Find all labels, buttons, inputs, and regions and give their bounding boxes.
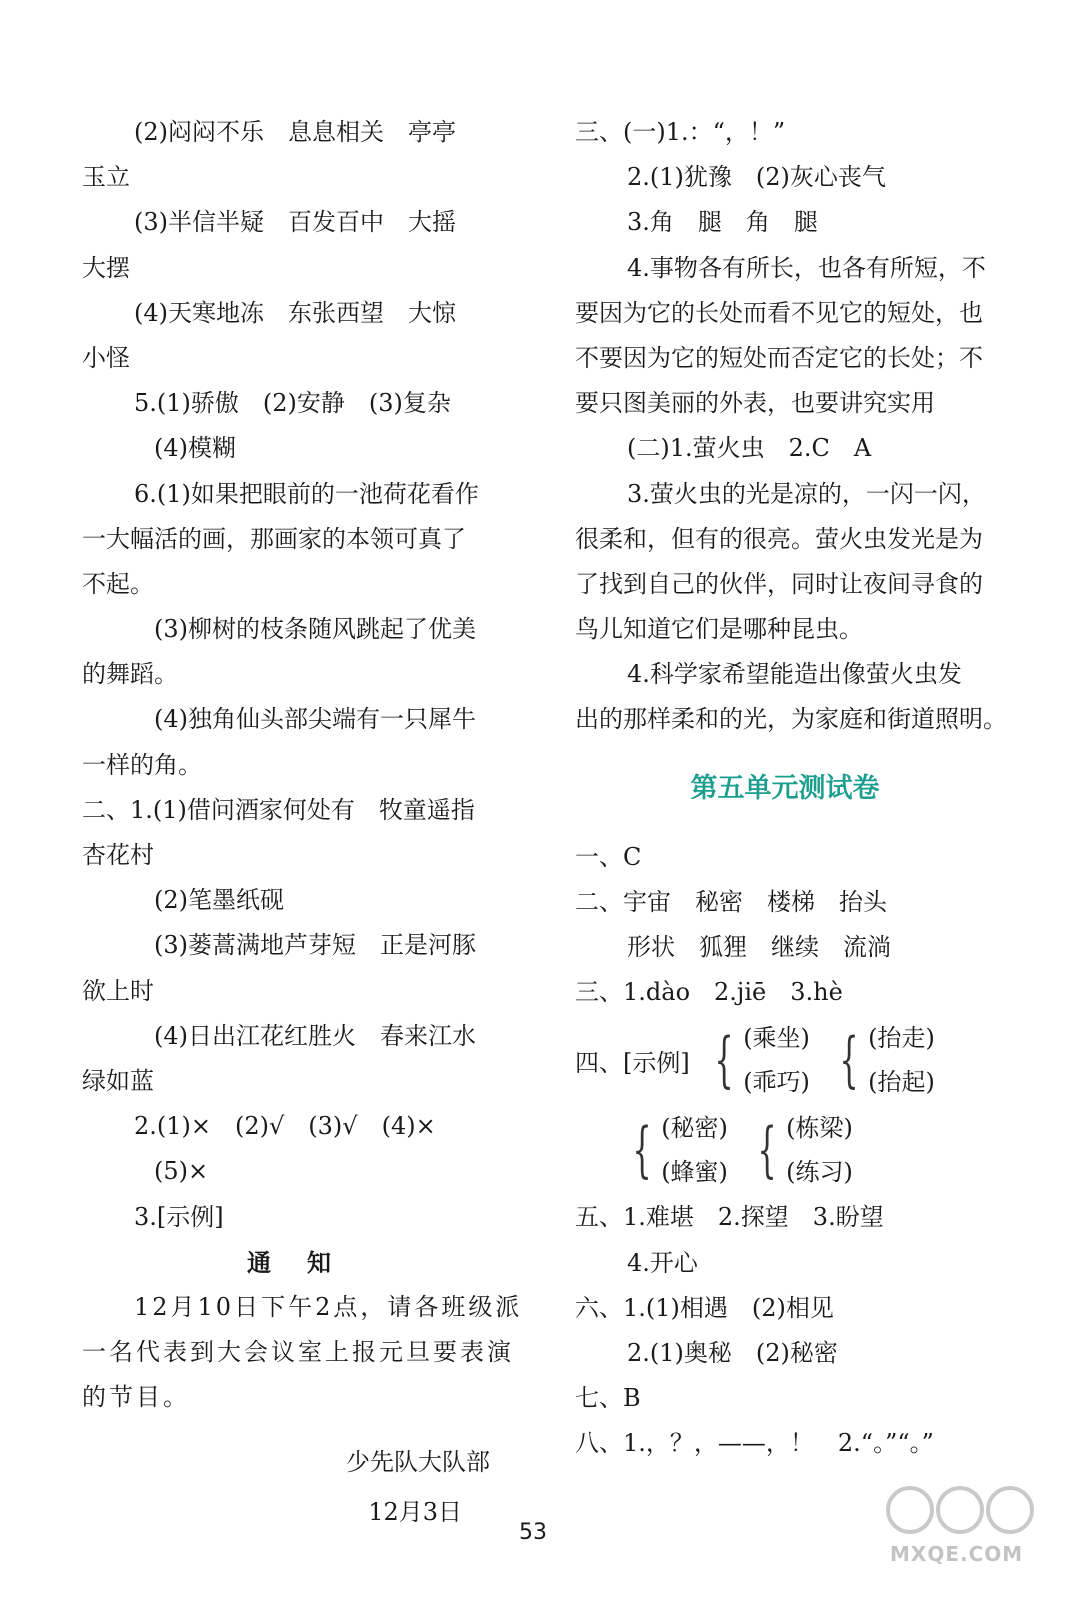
answer-line: 很柔和，但有的很亮。萤火虫发光是为 xyxy=(575,524,983,553)
brace-item: (抬走) xyxy=(868,1024,935,1053)
answer-line: 6.(1)如果把眼前的一池荷花看作 xyxy=(134,479,479,508)
answer-line: 了找到自己的伙伴，同时让夜间寻食的 xyxy=(575,569,983,598)
answer-line: 要只图美丽的外表，也要讲究实用 xyxy=(575,389,935,418)
answer-line: 三、(一)1.：“，！” xyxy=(575,118,786,146)
answer-line: 鸟儿知道它们是哪种昆虫。 xyxy=(575,615,863,644)
answer-line: (4)日出江花红胜火 春来江水 xyxy=(154,1021,476,1050)
answer-line: (3)蒌蒿满地芦芽短 正是河豚 xyxy=(154,931,476,960)
notice-body-line: 12月10日下午2点，请各班级派 xyxy=(134,1292,523,1321)
watermark-icon xyxy=(870,1480,1050,1540)
answer-line: 5.(1)骄傲 (2)安静 (3)复杂 xyxy=(134,389,451,418)
answer-line: 3.萤火虫的光是凉的，一闪一闪， xyxy=(627,479,986,508)
brace-icon: { xyxy=(714,1025,734,1096)
answer-line: (5)× xyxy=(154,1157,209,1186)
notice-title: 通 知 xyxy=(247,1247,337,1277)
section-title: 第五单元测试卷 xyxy=(690,772,880,804)
page-number: 53 xyxy=(519,1520,547,1545)
brace-item: (乖巧) xyxy=(743,1068,810,1097)
brace-item: (乘坐) xyxy=(743,1024,810,1053)
answer-line: 出的那样柔和的光，为家庭和街道照明。 xyxy=(575,705,1007,734)
answer-line: 一样的角。 xyxy=(82,750,202,779)
answer-line: (4)独角仙头部尖端有一只犀牛 xyxy=(154,705,476,734)
answer-line: 玉立 xyxy=(82,163,130,192)
answer-line: 杏花村 xyxy=(82,841,154,869)
notice-signature: 少先队大队部 xyxy=(346,1448,490,1477)
notice-body-line: 一名代表到大会议室上报元旦要表演 xyxy=(82,1338,514,1367)
answer-line: 2.(1)× (2)√ (3)√ (4)× xyxy=(134,1112,436,1141)
answer-line: (2)笔墨纸砚 xyxy=(154,886,284,915)
answer-line: 要因为它的长处而看不见它的短处，也 xyxy=(575,298,983,327)
brace-row-2 xyxy=(575,1105,995,1195)
answer-line: 八、1.，？，——，！ 2.“。”“。” xyxy=(575,1429,934,1458)
brace-item: (秘密) xyxy=(661,1114,728,1143)
answer-line: 形状 狐狸 继续 流淌 xyxy=(627,933,891,961)
answer-line: 的舞蹈。 xyxy=(82,660,178,689)
brace-row-1 xyxy=(575,1015,995,1105)
brace-icon: { xyxy=(757,1115,777,1186)
answer-line: 五、1.难堪 2.探望 3.盼望 xyxy=(575,1203,884,1232)
answers-unit-five-part1 xyxy=(575,835,995,1016)
watermark-text: MXQE.COM xyxy=(890,1542,1024,1566)
left-column xyxy=(82,110,523,1535)
brace-item: (练习) xyxy=(786,1158,853,1187)
answer-line: 3.角 腿 角 腿 xyxy=(627,208,818,237)
answer-line: 4.科学家希望能造出像萤火虫发 xyxy=(627,660,962,689)
answer-line: 2.(1)奥秘 (2)秘密 xyxy=(627,1338,838,1367)
answer-line: (二)1.萤火虫 2.C A xyxy=(627,434,872,463)
notice-date: 12月3日 xyxy=(368,1497,462,1526)
answer-line: 一大幅活的画，那画家的本领可真了 xyxy=(82,524,466,553)
brace-group-2a xyxy=(623,1106,728,1194)
answer-line: (4)天寒地冻 东张西望 大惊 xyxy=(134,298,456,327)
answer-line: 2.(1)犹豫 (2)灰心丧气 xyxy=(627,163,886,192)
brace-item: (栋梁) xyxy=(786,1114,853,1143)
question-four-examples xyxy=(575,1015,995,1195)
answer-line: 二、1.(1)借问酒家何处有 牧童遥指 xyxy=(82,795,475,824)
answers-unit-four-part xyxy=(575,110,1007,743)
answer-line: (3)柳树的枝条随风跳起了优美 xyxy=(154,615,476,644)
answer-line: 二、宇宙 秘密 楼梯 抬头 xyxy=(575,887,887,916)
answer-line: 三、1.dào 2.jiē 3.hè xyxy=(575,978,843,1007)
answer-line: (4)模糊 xyxy=(154,434,236,463)
watermark-logo xyxy=(870,1480,1050,1580)
brace-group-1b xyxy=(830,1016,935,1104)
answer-line: 不起。 xyxy=(82,569,154,598)
answer-line: (3)半信半疑 百发百中 大摇 xyxy=(134,208,456,237)
answer-line: 绿如蓝 xyxy=(82,1066,154,1095)
answer-line: 不要因为它的短处而否定它的长处；不 xyxy=(575,343,983,372)
answers-unit-five-part2 xyxy=(575,1195,995,1466)
brace-item: (抬起) xyxy=(868,1068,935,1097)
brace-icon: { xyxy=(839,1025,859,1096)
brace-group-1a xyxy=(705,1016,810,1104)
answer-line: 小怪 xyxy=(82,343,130,372)
answer-line: (2)闷闷不乐 息息相关 亭亭 xyxy=(134,118,456,146)
answer-line: 一、C xyxy=(575,842,642,871)
brace-item: (蜂蜜) xyxy=(661,1158,728,1187)
brace-icon: { xyxy=(632,1115,652,1186)
answer-line: 4.开心 xyxy=(627,1248,698,1277)
answer-line: 欲上时 xyxy=(82,976,154,1005)
answer-line: 六、1.(1)相遇 (2)相见 xyxy=(575,1293,834,1322)
answer-line: 大摆 xyxy=(82,253,130,282)
right-column xyxy=(575,110,1007,1467)
answer-line: 4.事物各有所长，也各有所短，不 xyxy=(627,253,986,282)
answer-line: 3.[示例] xyxy=(134,1202,224,1231)
notice-body-line: 的节目。 xyxy=(82,1383,190,1412)
brace-group-2b xyxy=(748,1106,853,1194)
answer-line: 七、B xyxy=(575,1384,641,1413)
question-four-label: 四、[示例] xyxy=(575,1048,690,1077)
